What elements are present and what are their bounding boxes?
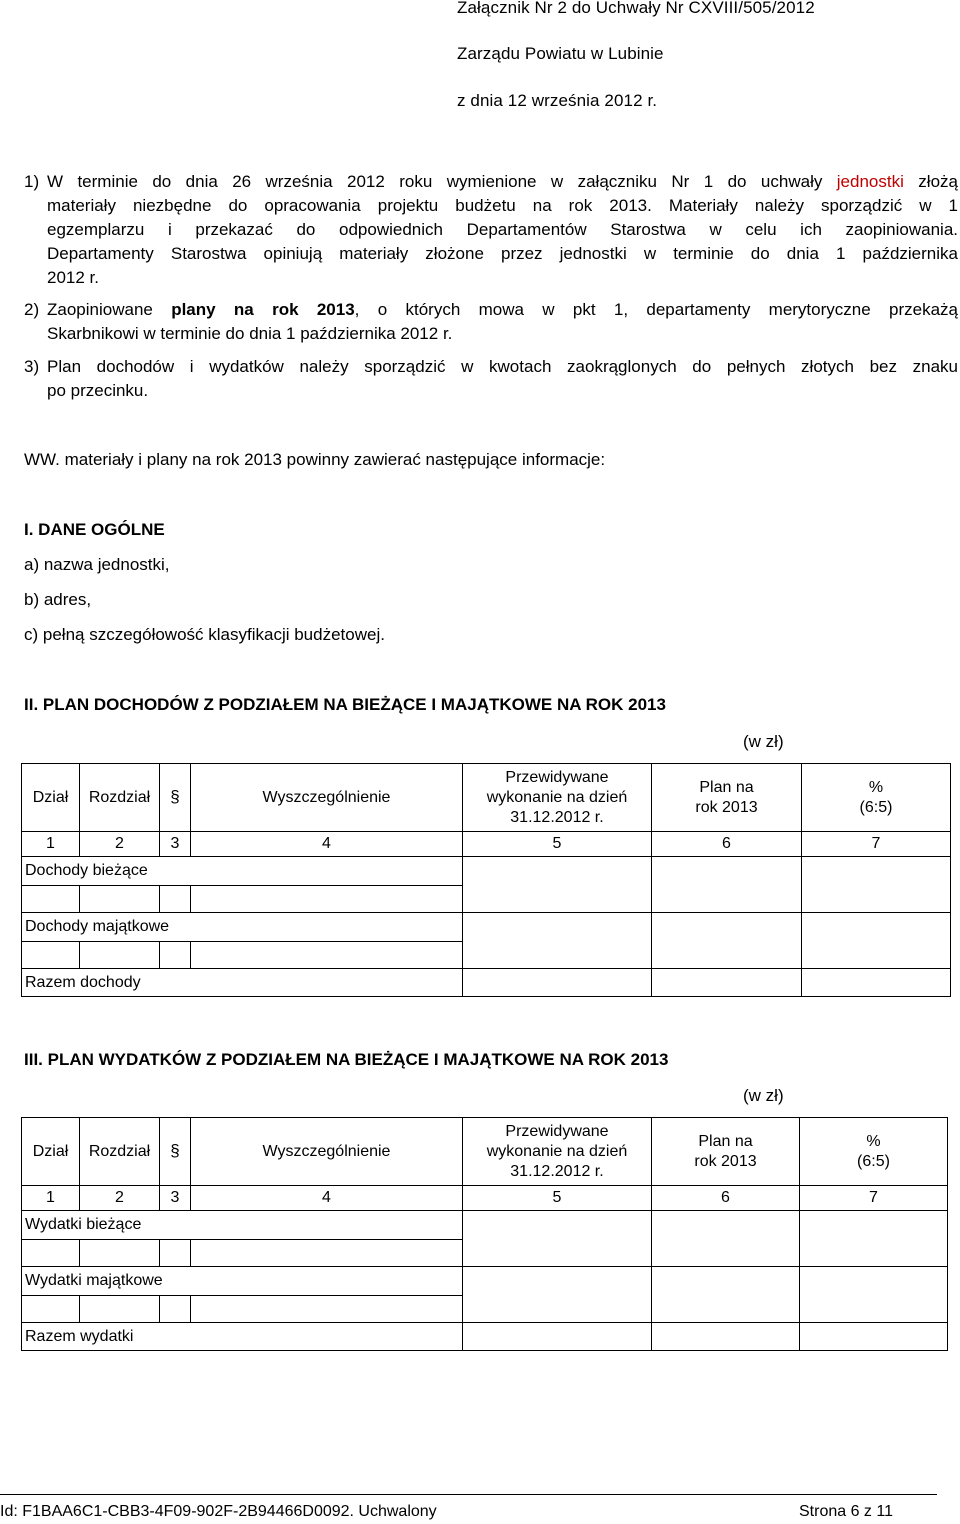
table-cell bbox=[80, 1240, 160, 1267]
header-percent bbox=[802, 764, 951, 832]
table-cell bbox=[191, 1240, 463, 1267]
column-number: 6 bbox=[652, 1186, 800, 1211]
row-label: Razem wydatki bbox=[22, 1323, 463, 1351]
row-label: Wydatki bieżące bbox=[22, 1211, 463, 1240]
paragraph-line: 2012 r. bbox=[47, 268, 99, 287]
item-number: 3) bbox=[24, 357, 40, 376]
header-line: 31.12.2012 r. bbox=[510, 1162, 604, 1180]
table-cell bbox=[463, 969, 652, 997]
row-label: Razem dochody bbox=[22, 969, 463, 997]
table-cell bbox=[800, 1211, 948, 1267]
column-number: 7 bbox=[800, 1186, 948, 1211]
text-span: złożą bbox=[918, 172, 958, 191]
page-number: Strona 6 z 11 bbox=[799, 1503, 893, 1520]
paragraph-line bbox=[47, 298, 958, 322]
table-row-total bbox=[22, 969, 951, 997]
table-cell bbox=[802, 857, 951, 913]
document-id: Id: F1BAA6C1-CBB3-4F09-902F-2B94466D0092. Uchwalony bbox=[0, 1503, 437, 1520]
header-line: rok 2013 bbox=[694, 1152, 757, 1170]
paragraph-line: Plan dochodów i wydatków należy sporządzić w kwotach zaokrąglonych do pełnych złotych bez znaku bbox=[47, 357, 958, 376]
table-cell bbox=[652, 1211, 800, 1267]
header-plan bbox=[652, 764, 802, 832]
paragraph-sign-icon: § bbox=[170, 1141, 180, 1160]
bold-phrase: plany na rok 2013 bbox=[171, 300, 355, 319]
table-cell bbox=[652, 1323, 800, 1351]
item-number: 1) bbox=[24, 172, 40, 191]
column-number: 2 bbox=[80, 1186, 160, 1211]
table-cell bbox=[191, 1296, 463, 1323]
highlighted-word: jednostki bbox=[836, 172, 904, 191]
header-przewidywane bbox=[463, 764, 652, 832]
table-cell bbox=[652, 913, 802, 969]
section-2-title: II. PLAN DOCHODÓW Z PODZIAŁEM NA BIEŻĄCE I MAJĄTKOWE NA ROK 2013 bbox=[24, 695, 666, 714]
table-row bbox=[22, 913, 951, 942]
header-line: (6:5) bbox=[859, 798, 893, 816]
expenses-table bbox=[21, 1117, 948, 1351]
section-3-title: III. PLAN WYDATKÓW Z PODZIAŁEM NA BIEŻĄCE I MAJĄTKOWE NA ROK 2013 bbox=[24, 1050, 669, 1069]
header-percent bbox=[800, 1118, 948, 1186]
table-cell bbox=[802, 969, 951, 997]
header-line: rok 2013 bbox=[695, 798, 758, 816]
attachment-header-line2: Zarządu Powiatu w Lubinie bbox=[457, 44, 664, 63]
paragraph-line bbox=[47, 170, 958, 194]
paragraph-sign-icon: § bbox=[170, 787, 180, 806]
paragraph-line: Skarbnikowi w terminie do dnia 1 października 2012 r. bbox=[47, 324, 453, 343]
header-line: Przewidywane bbox=[505, 1122, 609, 1140]
paragraph-item-3 bbox=[24, 355, 958, 405]
header-line: (6:5) bbox=[857, 1152, 890, 1170]
table-cell bbox=[80, 1296, 160, 1323]
column-number: 1 bbox=[22, 832, 80, 857]
table-cell bbox=[463, 1323, 652, 1351]
table-cell bbox=[22, 1240, 80, 1267]
table-cell bbox=[22, 942, 80, 969]
header-line: Plan na bbox=[699, 778, 754, 796]
column-number: 7 bbox=[802, 832, 951, 857]
table-cell bbox=[800, 1323, 948, 1351]
header-rozdzial: Rozdział bbox=[80, 1118, 160, 1186]
table-cell bbox=[191, 942, 463, 969]
text-span: , o których mowa w pkt 1, departamenty merytoryczne przekażą bbox=[354, 300, 958, 319]
paragraph-line: po przecinku. bbox=[47, 381, 149, 400]
table-cell bbox=[652, 1267, 800, 1323]
table-cell bbox=[652, 857, 802, 913]
footer-divider bbox=[0, 1494, 937, 1495]
header-line: 31.12.2012 r. bbox=[510, 808, 604, 826]
table-cell bbox=[463, 1211, 652, 1267]
column-number-row bbox=[22, 1186, 948, 1211]
header-line: Przewidywane bbox=[505, 768, 609, 786]
column-number: 6 bbox=[652, 832, 802, 857]
header-wyszczegolnienie: Wyszczególnienie bbox=[191, 1118, 463, 1186]
unit-label: (w zł) bbox=[743, 732, 784, 751]
header-line: Plan na bbox=[698, 1132, 753, 1150]
column-number: 2 bbox=[80, 832, 160, 857]
column-number: 1 bbox=[22, 1186, 80, 1211]
list-item-b: b) adres, bbox=[24, 590, 92, 609]
table-row bbox=[22, 1211, 948, 1240]
table-cell bbox=[191, 886, 463, 913]
header-paragraph bbox=[160, 1118, 191, 1186]
item-number: 2) bbox=[24, 300, 40, 319]
paragraph-line: egzemplarzu i przekazać do odpowiednich Departamentów Starostwa w celu ich zaopiniowania. bbox=[47, 220, 958, 239]
header-line: % bbox=[868, 778, 884, 796]
table-header-row bbox=[22, 764, 951, 832]
column-number: 4 bbox=[191, 1186, 463, 1211]
table-row-total bbox=[22, 1323, 948, 1351]
list-item-a: a) nazwa jednostki, bbox=[24, 555, 170, 574]
header-dzial: Dział bbox=[22, 1118, 80, 1186]
attachment-header-line3: z dnia 12 września 2012 r. bbox=[457, 91, 658, 110]
column-number: 5 bbox=[463, 832, 652, 857]
header-rozdzial: Rozdział bbox=[80, 764, 160, 832]
header-dzial: Dział bbox=[22, 764, 80, 832]
header-paragraph bbox=[160, 764, 191, 832]
table-cell bbox=[22, 1296, 80, 1323]
table-cell bbox=[652, 969, 802, 997]
table-cell bbox=[160, 886, 191, 913]
header-przewidywane bbox=[463, 1118, 652, 1186]
table-header-row bbox=[22, 1118, 948, 1186]
intro-text: WW. materiały i plany na rok 2013 powinny zawierać następujące informacje: bbox=[24, 450, 606, 469]
table-row bbox=[22, 857, 951, 886]
table-cell bbox=[463, 857, 652, 913]
table-cell bbox=[160, 1240, 191, 1267]
header-line: wykonanie na dzień bbox=[486, 1142, 628, 1160]
attachment-header-line1: Załącznik Nr 2 do Uchwały Nr CXVIII/505/2012 bbox=[457, 0, 815, 17]
unit-label: (w zł) bbox=[743, 1086, 784, 1105]
table-row bbox=[22, 1267, 948, 1296]
column-number-row bbox=[22, 832, 951, 857]
paragraph-item-1 bbox=[24, 170, 958, 290]
paragraph-line: materiały niezbędne do opracowania projektu budżetu na rok 2013. Materiały należy sporządzić w 1 bbox=[47, 196, 958, 215]
table-cell bbox=[160, 1296, 191, 1323]
header-line: % bbox=[866, 1132, 881, 1150]
row-label: Dochody majątkowe bbox=[22, 913, 463, 942]
header-plan bbox=[652, 1118, 800, 1186]
header-wyszczegolnienie: Wyszczególnienie bbox=[191, 764, 463, 832]
table-cell bbox=[160, 942, 191, 969]
table-cell bbox=[463, 913, 652, 969]
table-cell bbox=[80, 886, 160, 913]
row-label: Dochody bieżące bbox=[22, 857, 463, 886]
list-item-c: c) pełną szczegółowość klasyfikacji budżetowej. bbox=[24, 625, 385, 644]
text-span: Zaopiniowane bbox=[47, 300, 153, 319]
column-number: 4 bbox=[191, 832, 463, 857]
paragraph-line: Departamenty Starostwa opiniują materiały złożone przez jednostki w terminie do dnia 1 października bbox=[47, 244, 958, 263]
table-cell bbox=[802, 913, 951, 969]
column-number: 3 bbox=[160, 832, 191, 857]
table-cell bbox=[80, 942, 160, 969]
row-label: Wydatki majątkowe bbox=[22, 1267, 463, 1296]
section-1-title: I. DANE OGÓLNE bbox=[24, 520, 165, 539]
header-line: wykonanie na dzień bbox=[486, 788, 628, 806]
table-cell bbox=[463, 1267, 652, 1323]
table-cell bbox=[800, 1267, 948, 1323]
table-cell bbox=[22, 886, 80, 913]
column-number: 5 bbox=[463, 1186, 652, 1211]
column-number: 3 bbox=[160, 1186, 191, 1211]
text-span: W terminie do dnia 26 września 2012 roku wymienione w załączniku Nr 1 do uchwały bbox=[47, 172, 823, 191]
paragraph-item-2 bbox=[24, 298, 958, 348]
income-table bbox=[21, 763, 951, 997]
